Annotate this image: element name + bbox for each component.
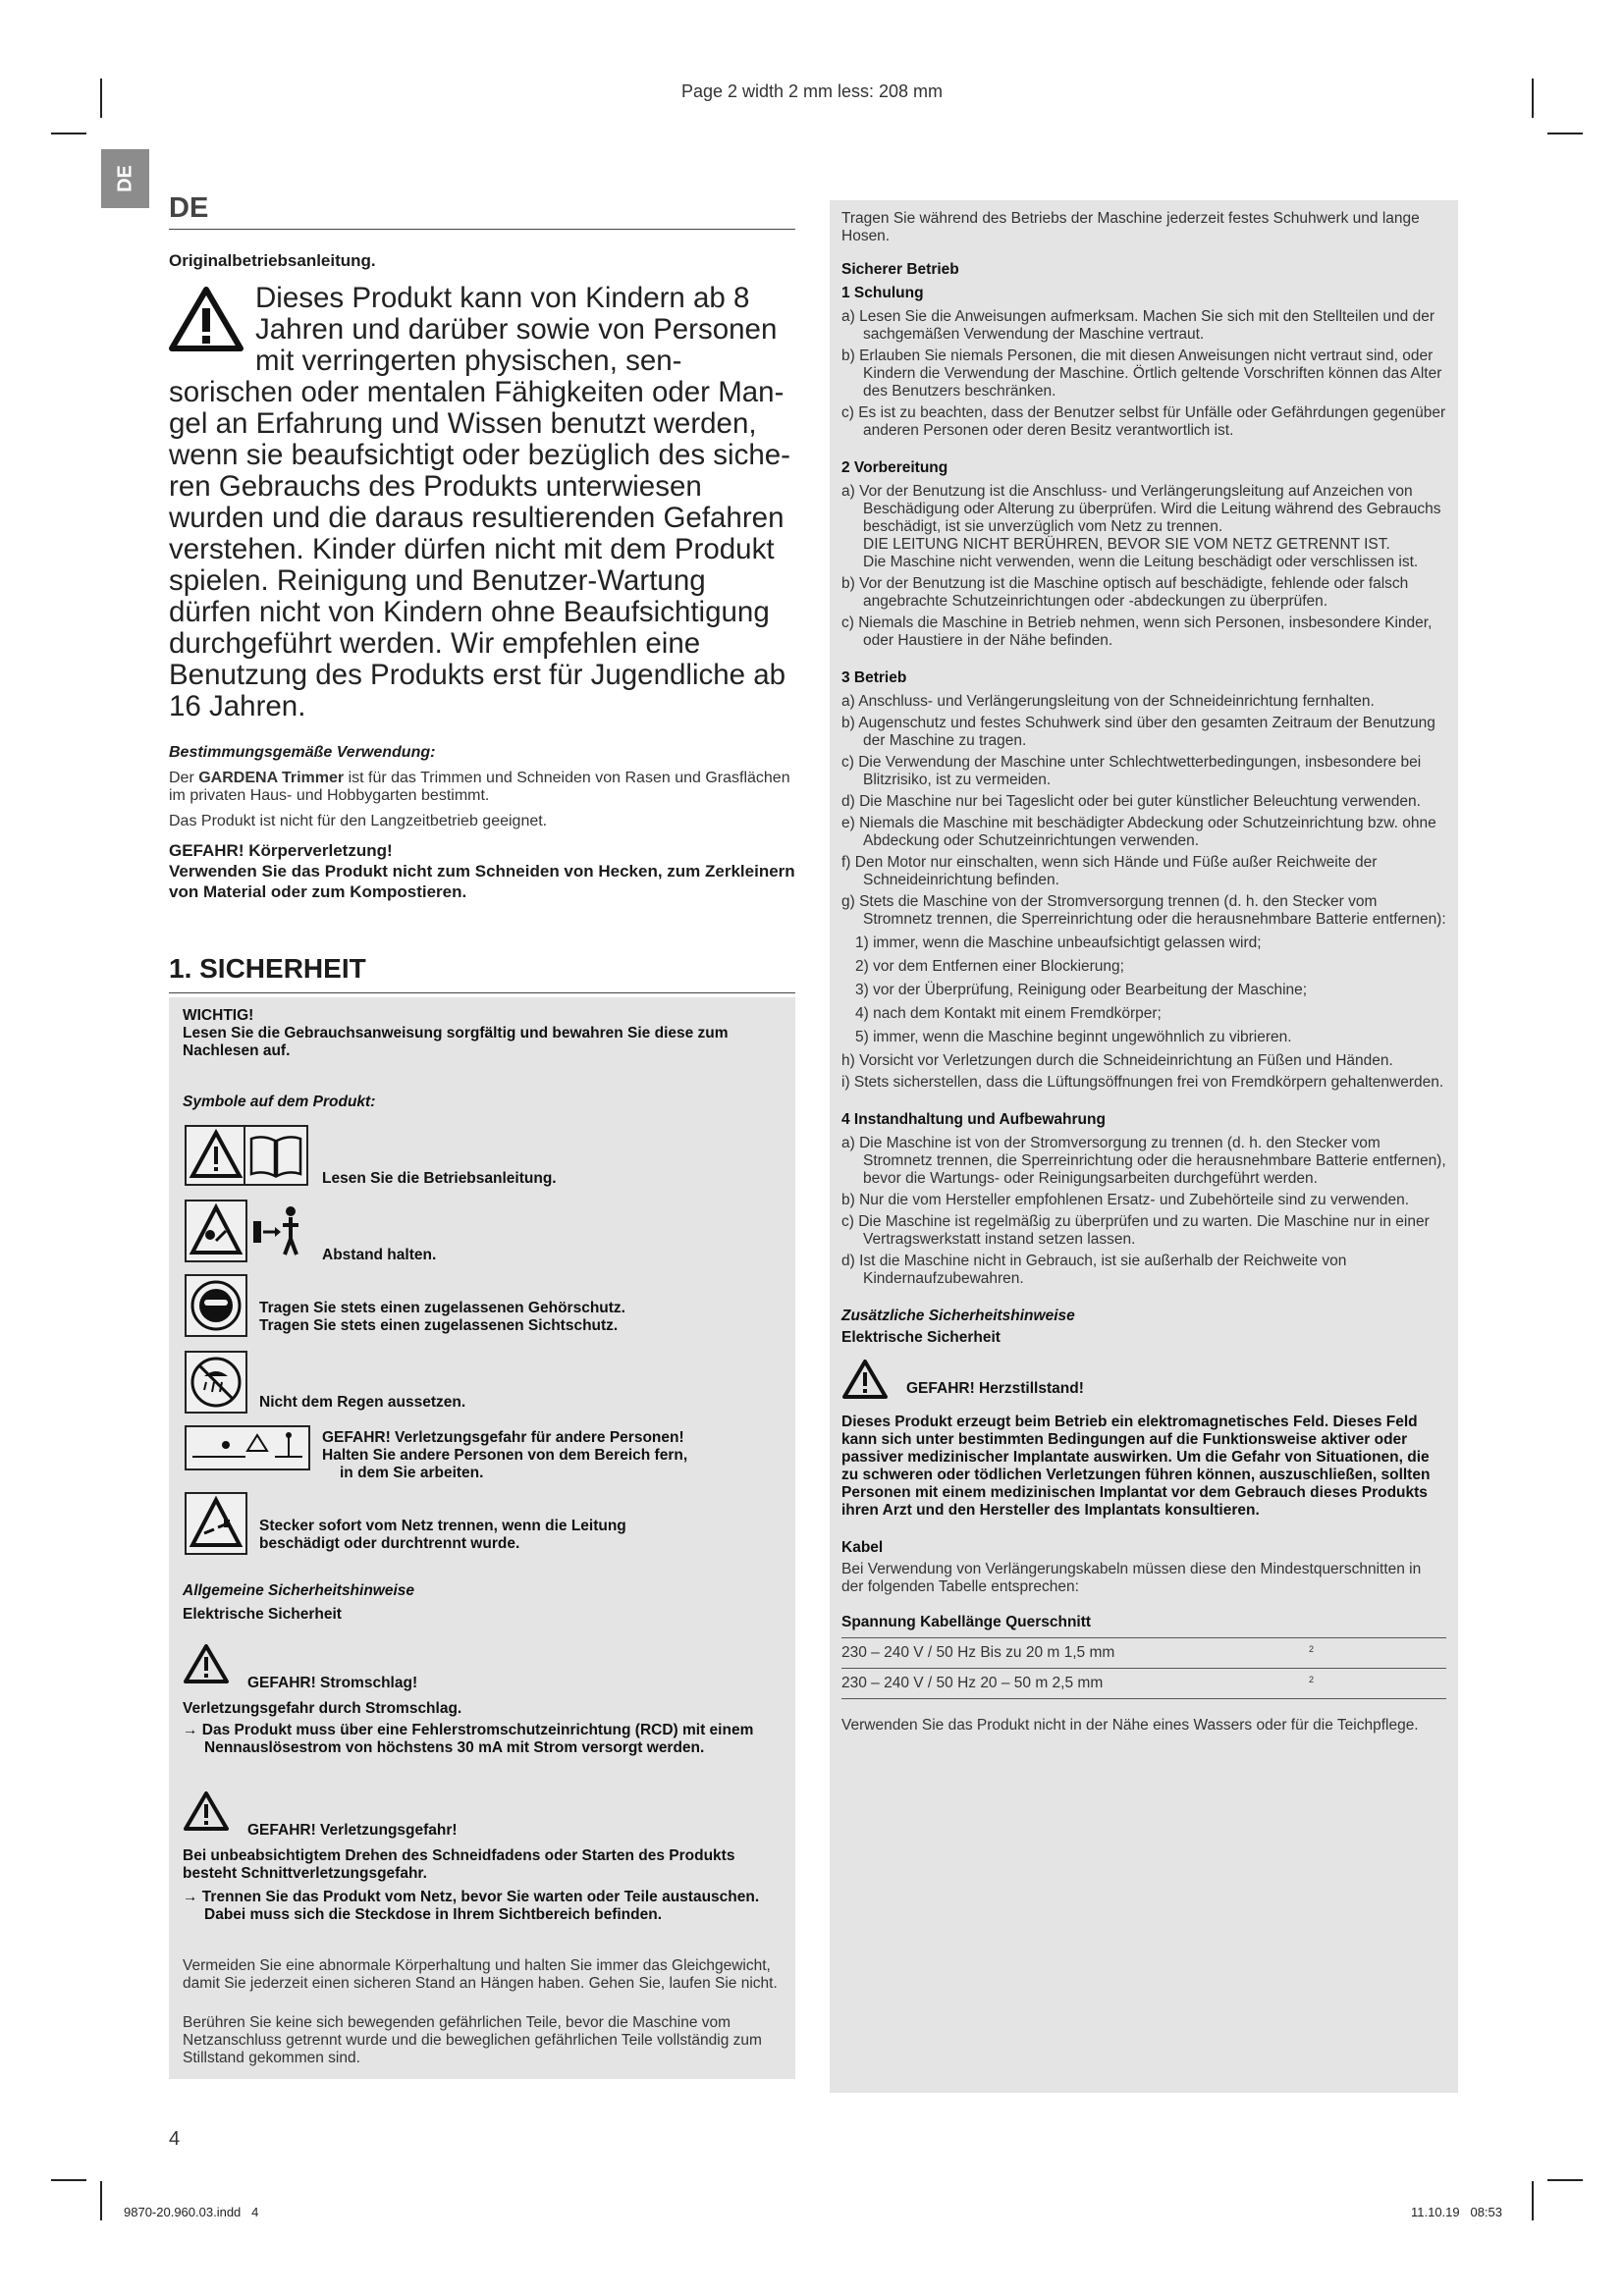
list-item: c) Die Verwendung der Maschine unter Schlechtwetterbedingungen, insbesondere bei Blitzrisiko, ist zu vermeiden. bbox=[841, 754, 1422, 788]
injury-heading: GEFAHR! Verletzungsgefahr! bbox=[247, 1822, 458, 1839]
footer-file: 9870-20.960.03.indd 4 bbox=[124, 2205, 259, 2219]
general-safety-heading: Allgemeine Sicherheitshinweise bbox=[183, 1582, 415, 1599]
section-title: 1. SICHERHEIT bbox=[169, 953, 795, 993]
crop-mark bbox=[51, 2179, 86, 2181]
page-number: 4 bbox=[169, 2128, 181, 2150]
thrown-objects-warning-icon bbox=[185, 1200, 247, 1262]
list-item: a) Lesen Sie die Anweisungen aufmerksam. Machen Sie sich mit den Stellteilen und der sachgemäßen Verwendung der Maschine vertraut. bbox=[841, 308, 1435, 343]
symbol-label: Abstand halten. bbox=[322, 1247, 437, 1263]
list-item: e) Niemals die Maschine mit beschädigter Abdeckung oder Schutzeinrichtung bzw. ohne Abdeckung oder Schutzeinrichtungen verwenden. bbox=[841, 815, 1436, 849]
heart-heading: GEFAHR! Herzstillstand! bbox=[906, 1380, 1084, 1397]
danger-text: Verwenden Sie das Produkt nicht zum Schneiden von Hecken, zum Zerkleinern von Material oder zum Kompostieren. bbox=[169, 862, 795, 901]
important-text: Lesen Sie die Gebrauchsanweisung sorgfältig und bewahren Sie diese zum Nachlesen auf. bbox=[183, 1025, 729, 1059]
list-item: b) Augenschutz und festes Schuhwerk sind über den gesamten Zeitraum der Benutzung der Maschine zu tragen. bbox=[841, 715, 1435, 749]
superscript: 2 bbox=[1309, 1638, 1446, 1669]
list-item: b) Erlauben Sie niemals Personen, die mit diesen Anweisungen nicht vertraut sind, oder Kindern die Verwendung der Maschine. Örtlich geltende Vorschriften können das Alter des Benutzers beschränken. bbox=[841, 347, 1442, 400]
divider bbox=[169, 229, 795, 230]
protection-gear-icon bbox=[185, 1274, 247, 1337]
heart-text: Dieses Produkt erzeugt beim Betrieb ein elektromagnetisches Feld. Dieses Feld kann sich unter bestimmten Bedingungen auf die Funktionsweise aktiver oder passiver medizinischer Implantate auswirken. Um die Gefahr von Situationen, die zu schweren oder tödlichen Verletzungen führen können, auszuschließen, sollten Personen mit einem medizinischen Implantat vor dem Gebrauch dieses Produkts ihren Arzt und den Hersteller des Implantats konsultieren. bbox=[841, 1414, 1431, 1519]
list-item: d) Die Maschine nur bei Tageslicht oder bei guter künstlicher Beleuchtung verwenden. bbox=[841, 793, 1421, 810]
crop-mark bbox=[1547, 133, 1583, 134]
list-item: a) Anschluss- und Verlängerungsleitung von der Schneideinrichtung fernhalten. bbox=[841, 693, 1375, 710]
warning-symbol-icon bbox=[185, 1125, 247, 1186]
section-heading: 2 Vorbereitung bbox=[841, 459, 948, 476]
cable-text: Bei Verwendung von Verlängerungskabeln müssen diese den Mindestquerschnitten in der folgenden Tabelle entsprechen: bbox=[841, 1561, 1422, 1595]
list-item-continued: Die Maschine nicht verwenden, wenn die Leitung beschädigt oder verschlissen ist. bbox=[863, 554, 1419, 570]
language-tab bbox=[101, 149, 149, 208]
table-cell: 230 – 240 V / 50 Hz 20 – 50 m 2,5 mm bbox=[841, 1669, 1309, 1699]
danger-heading: GEFAHR! Körperverletzung! bbox=[169, 841, 393, 860]
language-tab-label: DE bbox=[114, 165, 135, 192]
list-item: i) Stets sicherstellen, dass die Lüftungsöffnungen frei von Fremdkörpern gehaltenwerden. bbox=[841, 1074, 1444, 1091]
cable-table bbox=[841, 1637, 1446, 1699]
left-column bbox=[169, 192, 795, 993]
crop-mark bbox=[1547, 2179, 1583, 2181]
list-item-caps: DIE LEITUNG NICHT BERÜHREN, BEVOR SIE VOM NETZ GETRENNT IST. bbox=[863, 536, 1390, 553]
child-warning bbox=[169, 283, 795, 722]
bystander-warning-icon bbox=[185, 1425, 310, 1470]
sub-list-item: 2) vor dem Entfernen einer Blockierung; bbox=[855, 958, 1124, 975]
footer-timestamp: 11.10.19 08:53 bbox=[1410, 2205, 1502, 2219]
electric-safety-heading: Elektrische Sicherheit bbox=[841, 1329, 1001, 1346]
language-title: DE bbox=[169, 192, 209, 224]
list-item: c) Die Maschine ist regelmäßig zu überprüfen und zu warten. Die Maschine nur in einer Vertragswerkstatt instand setzen lassen. bbox=[841, 1213, 1430, 1248]
symbol-label: GEFAHR! Verletzungsgefahr für andere Personen! bbox=[322, 1429, 684, 1446]
sub-list-item: 1) immer, wenn die Maschine unbeaufsichtigt gelassen wird; bbox=[855, 934, 1262, 951]
table-row bbox=[841, 1669, 1446, 1699]
sub-list-item: 4) nach dem Kontakt mit einem Fremdkörper; bbox=[855, 1005, 1162, 1022]
list-item: a) Die Maschine ist von der Stromversorgung zu trennen (d. h. den Stecker vom Stromnetz trennen, die Sperreinrichtung oder die herausnehmbare Batterie entfernen), bevor die Wartungs- oder Reinigungsarbeiten durchgeführt werden. bbox=[841, 1135, 1446, 1187]
warning-triangle-icon bbox=[169, 287, 244, 351]
section-heading: 1 Schulung bbox=[841, 285, 924, 301]
injury-text: Bei unbeabsichtigtem Drehen des Schneidfadens oder Starten des Produkts besteht Schnittverletzungsgefahr. bbox=[183, 1847, 735, 1882]
shock-text: Verletzungsgefahr durch Stromschlag. bbox=[183, 1700, 462, 1717]
usage-text: Der bbox=[169, 770, 199, 786]
unplug-warning-icon bbox=[185, 1492, 247, 1555]
sub-list-item: 3) vor der Überprüfung, Reinigung oder Bearbeitung der Maschine; bbox=[855, 982, 1308, 998]
shock-heading: GEFAHR! Stromschlag! bbox=[247, 1675, 418, 1691]
symbols-heading: Symbole auf dem Produkt: bbox=[183, 1094, 376, 1110]
list-item: f) Den Motor nur einschalten, wenn sich Hände und Füße außer Reichweite der Schneideinrichtung befinden. bbox=[841, 854, 1378, 888]
symbol-label: Halten Sie andere Personen von dem Bereich fern, bbox=[322, 1447, 688, 1464]
sub-list-item: 5) immer, wenn die Maschine beginnt ungewöhnlich zu vibrieren. bbox=[855, 1029, 1292, 1045]
water-note: Verwenden Sie das Produkt nicht in der Nähe eines Wassers oder für die Teichpflege. bbox=[841, 1717, 1419, 1734]
list-item: d) Ist die Maschine nicht in Gebrauch, ist sie außerhalb der Reichweite von Kindernaufzubewahren. bbox=[841, 1253, 1347, 1287]
electric-safety-heading: Elektrische Sicherheit bbox=[183, 1606, 342, 1623]
list-item: h) Vorsicht vor Verletzungen durch die Schneideinrichtung an Füßen und Händen. bbox=[841, 1052, 1393, 1069]
document-subtitle: Originalbetriebsanleitung. bbox=[169, 251, 376, 270]
shock-instruction: → Das Produkt muss über eine Fehlerstromschutzeinrichtung (RCD) mit einem Nennauslösestrom von höchstens 30 mA mit Strom versorgt werden. bbox=[183, 1722, 754, 1756]
right-column bbox=[830, 200, 1458, 2093]
crop-mark bbox=[51, 133, 86, 134]
superscript: 2 bbox=[1309, 1669, 1446, 1699]
section-heading: 4 Instandhaltung und Aufbewahrung bbox=[841, 1111, 1106, 1128]
moving-parts-paragraph: Berühren Sie keine sich bewegenden gefährlichen Teile, bevor die Maschine vom Netzanschluss getrennt wurde und die beweglichen gefährlichen Teile vollständig zum Stillstand gekommen sind. bbox=[183, 2014, 762, 2066]
list-item: g) Stets die Maschine von der Stromversorgung trennen (d. h. den Stecker vom Stromnetz trennen, die Sperreinrichtung oder die herausnehmbare Batterie entfernen): bbox=[841, 893, 1446, 928]
brand-name: GARDENA Trimmer bbox=[198, 770, 345, 786]
list-item: a) Vor der Benutzung ist die Anschluss- und Verlängerungsleitung auf Anzeichen von Beschädigung oder Alterung zu überprüfen. Wird die Leitung während des Gebrauchs beschädigt, ist sie unverzüglich vom Netz zu trennen. bbox=[841, 483, 1441, 535]
page-header: Page 2 width 2 mm less: 208 mm bbox=[680, 81, 944, 101]
list-item: c) Niemals die Maschine in Betrieb nehmen, wenn sich Personen, insbesondere Kinder, oder Haustiere in der Nähe befinden. bbox=[841, 614, 1433, 649]
symbol-label: beschädigt oder durchtrennt wurde. bbox=[259, 1535, 520, 1552]
warning-triangle-icon bbox=[183, 1643, 230, 1684]
symbol-label: in dem Sie arbeiten. bbox=[340, 1465, 484, 1481]
child-warning-text: Dieses Produkt kann von Kindern ab 8 Jahren und darüber sowie von Personen mit verringerten physischen, sensorischen oder mentalen Fähigkeiten oder Mangel an Erfahrung und Wissen benutzt werden, wenn sie beaufsichtigt oder bezüglich des sicheren Gebrauchs des Produkts unterwiesen wurden und die daraus resultierenden Gefahren verstehen. Kinder dürfen nicht mit dem Produkt spielen. Reinigung und Benutzer-Wartung dürfen nicht von Kindern ohne Beaufsichtigung durchgeführt werden. Wir empfehlen eine Benutzung des Produkts erst für Jugendliche ab 16 Jahren. bbox=[169, 282, 790, 722]
no-rain-icon bbox=[185, 1351, 247, 1414]
usage-text: ist für das Trimmen und Schneiden von Rasen und Grasflächen im privaten Haus- und Hobbygarten bestimmt. bbox=[169, 770, 790, 804]
list-item: b) Vor der Benutzung ist die Maschine optisch auf beschädigte, fehlende oder falsch angebrachte Schutzeinrichtungen oder -abdeckungen zu überprüfen. bbox=[841, 575, 1409, 610]
posture-paragraph: Vermeiden Sie eine abnormale Körperhaltung und halten Sie immer das Gleichgewicht, damit Sie jederzeit einen sicheren Stand an Hängen haben. Gehen Sie, laufen Sie nicht. bbox=[183, 1957, 778, 1992]
warning-triangle-icon bbox=[841, 1359, 889, 1400]
crop-mark bbox=[1532, 2181, 1534, 2220]
longterm-note: Das Produkt ist nicht für den Langzeitbetrieb geeignet. bbox=[169, 813, 548, 829]
safety-box bbox=[169, 997, 795, 2079]
table-row bbox=[841, 1638, 1446, 1669]
list-item: c) Es ist zu beachten, dass der Benutzer selbst für Unfälle oder Gefährdungen gegenüber anderen Personen oder deren Besitz verantwortlich ist. bbox=[841, 404, 1446, 439]
symbol-label: Lesen Sie die Betriebsanleitung. bbox=[322, 1170, 557, 1187]
safe-operation-heading: Sicherer Betrieb bbox=[841, 261, 959, 278]
usage-heading: Bestimmungsgemäße Verwendung: bbox=[169, 744, 436, 761]
heart-warning-row bbox=[841, 1359, 1446, 1402]
cable-heading: Kabel bbox=[841, 1539, 884, 1556]
important-heading: WICHTIG! bbox=[183, 1007, 254, 1024]
warning-triangle-icon bbox=[183, 1790, 230, 1832]
table-header: Spannung Kabellänge Querschnitt bbox=[841, 1614, 1092, 1630]
symbol-label: Nicht dem Regen aussetzen. bbox=[259, 1394, 466, 1411]
manual-book-icon bbox=[244, 1125, 308, 1186]
injury-instruction: → Trennen Sie das Produkt vom Netz, bevor Sie warten oder Teile austauschen. Dabei muss sich die Steckdose in Ihrem Sichtbereich befinden. bbox=[183, 1889, 760, 1923]
table-cell: 230 – 240 V / 50 Hz Bis zu 20 m 1,5 mm bbox=[841, 1638, 1309, 1669]
section-heading: 3 Betrieb bbox=[841, 669, 907, 686]
usage-paragraph bbox=[169, 770, 795, 805]
symbol-label: Tragen Sie stets einen zugelassenen Gehörschutz. bbox=[259, 1300, 625, 1316]
symbol-label: Stecker sofort vom Netz trennen, wenn die Leitung bbox=[259, 1518, 626, 1534]
list-item: b) Nur die vom Hersteller empfohlenen Ersatz- und Zubehörteile sind zu verwenden. bbox=[841, 1192, 1410, 1208]
additional-safety-heading: Zusätzliche Sicherheitshinweise bbox=[841, 1308, 1075, 1324]
intro-paragraph: Tragen Sie während des Betriebs der Maschine jederzeit festes Schuhwerk und lange Hosen. bbox=[841, 210, 1420, 244]
crop-mark bbox=[100, 2181, 102, 2220]
symbol-label: Tragen Sie stets einen zugelassenen Sichtschutz. bbox=[259, 1317, 619, 1334]
keep-distance-icon bbox=[249, 1200, 304, 1258]
